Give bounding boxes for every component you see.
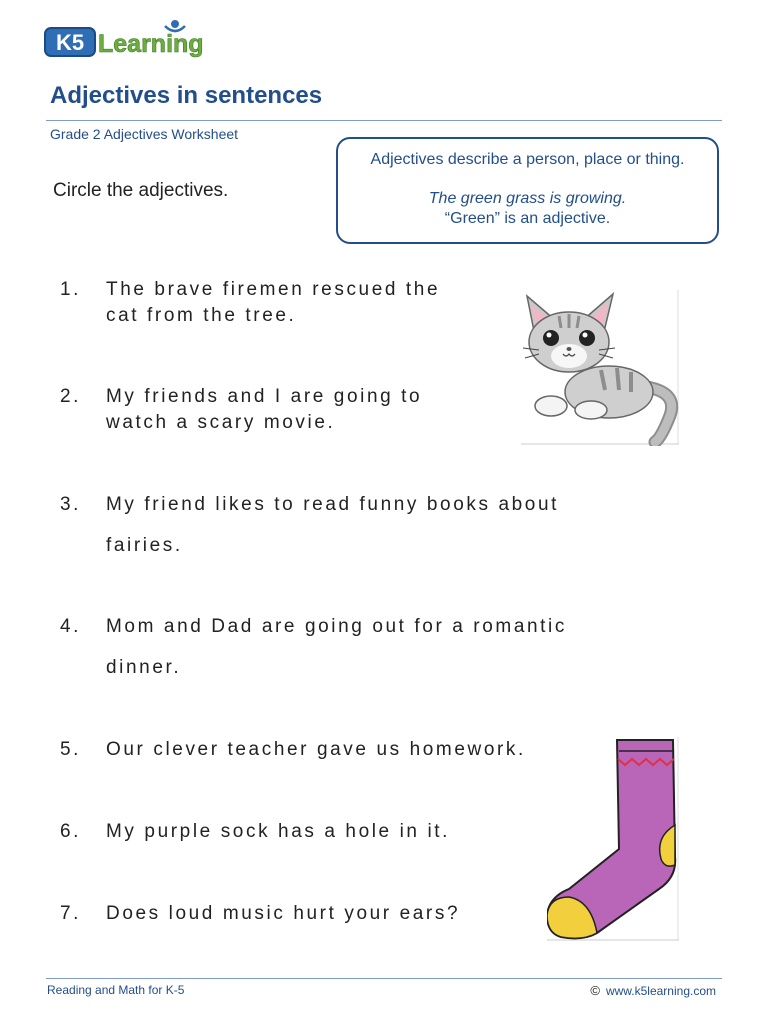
question-text: My friends and I are going to xyxy=(106,386,423,407)
logo-word-text: Learning xyxy=(98,30,204,58)
instruction-text: Circle the adjectives. xyxy=(53,180,229,201)
page-title: Adjectives in sentences xyxy=(50,82,323,109)
question-text-continued: fairies. xyxy=(106,535,183,556)
copyright-symbol: © xyxy=(590,983,600,998)
question-number: 5. xyxy=(60,739,82,760)
question-number: 4. xyxy=(60,616,82,637)
footer-divider xyxy=(46,978,722,979)
question-text: Our clever teacher gave us homework. xyxy=(106,739,526,760)
sock-illustration xyxy=(547,737,679,941)
question-number: 7. xyxy=(60,903,82,924)
question-text: The brave firemen rescued the xyxy=(106,279,441,300)
question-number: 1. xyxy=(60,279,82,300)
question-text: Mom and Dad are going out for a romantic xyxy=(106,616,567,637)
k5-learning-logo xyxy=(44,18,214,60)
question-number: 6. xyxy=(60,821,82,842)
question-number: 3. xyxy=(60,494,82,515)
website-link[interactable]: www.k5learning.com xyxy=(605,984,716,998)
cat-illustration xyxy=(521,290,679,446)
header-divider xyxy=(46,120,722,121)
question-text: My friend likes to read funny books about xyxy=(106,494,560,515)
info-explanation: “Green” is an adjective. xyxy=(444,210,611,227)
logo-k5-text: K5 xyxy=(55,30,85,55)
footer-tagline: Reading and Math for K-5 xyxy=(47,983,185,997)
info-example: The green grass is growing. xyxy=(428,190,627,207)
logo-figure-icon xyxy=(171,20,179,28)
question-text-continued: cat from the tree. xyxy=(106,305,297,326)
question-text: Does loud music hurt your ears? xyxy=(106,903,461,924)
info-definition: Adjectives describe a person, place or thing. xyxy=(370,151,685,168)
question-text-continued: dinner. xyxy=(106,657,182,678)
footer-website xyxy=(590,983,716,998)
adjective-info-box xyxy=(336,137,719,244)
question-text-continued: watch a scary movie. xyxy=(106,412,336,433)
worksheet-subtitle: Grade 2 Adjectives Worksheet xyxy=(50,126,239,142)
question-text: My purple sock has a hole in it. xyxy=(106,821,451,842)
question-number: 2. xyxy=(60,386,82,407)
